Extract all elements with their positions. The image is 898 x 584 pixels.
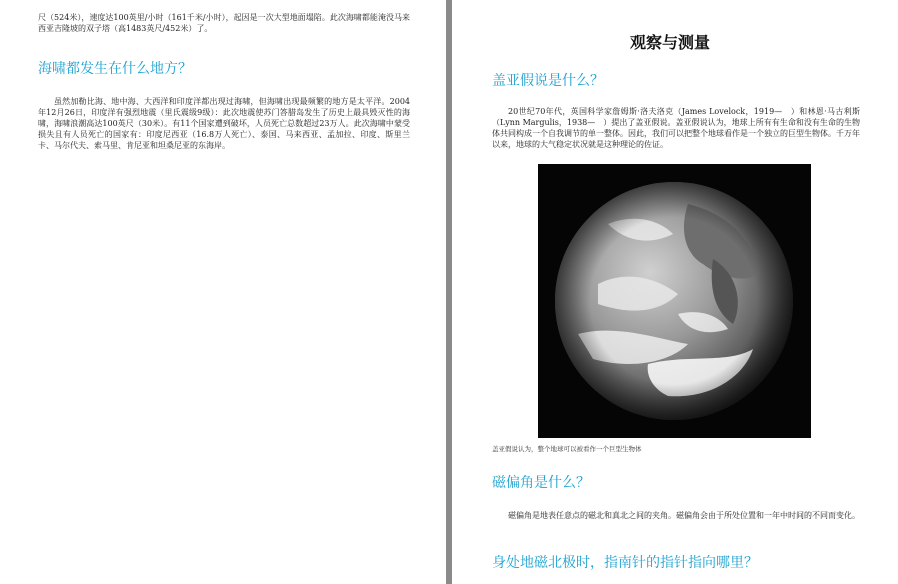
declination-paragraph: 磁偏角是地表任意点的磁北和真北之间的夹角。磁偏角会由于所处位置和一年中时间的不同而变化。 <box>508 511 860 520</box>
heading-compass: 身处地磁北极时，指南针的指针指向哪里？ <box>492 555 758 571</box>
right-page <box>452 0 898 584</box>
image-caption: 盖亚假说认为，整个地球可以被看作一个巨型生物体 <box>492 445 642 453</box>
gaia-paragraph: 20世纪70年代，英国科学家詹姆斯·洛夫洛克（James Lovelock，1919— ）和林恩·马古利斯（Lynn Margulis，1938— ）提出了盖亚假说。盖亚假说认为，地球上所有有生命和没有生命的生物体共同构成一个自我调节的单一整体。因此，我们可以把整个地球看作是一个独立的巨型生物体。千万年以来，地球的大气稳定状况就是这种理论的佐证。 <box>492 107 860 149</box>
heading-tsunami-locations: 海啸都发生在什么地方？ <box>38 61 192 77</box>
earth-globe-image <box>538 164 811 438</box>
earth-photo <box>538 164 811 438</box>
top-paragraph: 尺（524米），速度达100英里/小时（161千米/小时），起因是一次大型地面塌陷。此次海啸都能淹没马来西亚吉隆坡的双子塔（高1483英尺/452米）了。 <box>38 13 410 33</box>
left-page <box>0 0 446 584</box>
tsunami-paragraph: 虽然加勒比海、地中海、大西洋和印度洋都出现过海啸，但海啸出现最频繁的地方是太平洋。2004年12月26日，印度洋有强烈地震（里氏震级9级）：此次地震使苏门答腊岛发生了历史上最具毁灭性的海啸，海啸浪潮高达100英尺（30米）。有11个国家遭到破坏，人员死亡总数超过23万人。此次海啸中蒙受损失且有人员死亡的国家有：印度尼西亚（16.8万人死亡）、泰国、马来西亚、孟加拉、印度、斯里兰卡、马尔代夫、索马里、肯尼亚和坦桑尼亚的东海岸。 <box>38 97 410 150</box>
heading-declination: 磁偏角是什么？ <box>492 475 590 491</box>
page-title: 观察与测量 <box>630 33 711 52</box>
heading-gaia: 盖亚假说是什么？ <box>492 73 604 89</box>
